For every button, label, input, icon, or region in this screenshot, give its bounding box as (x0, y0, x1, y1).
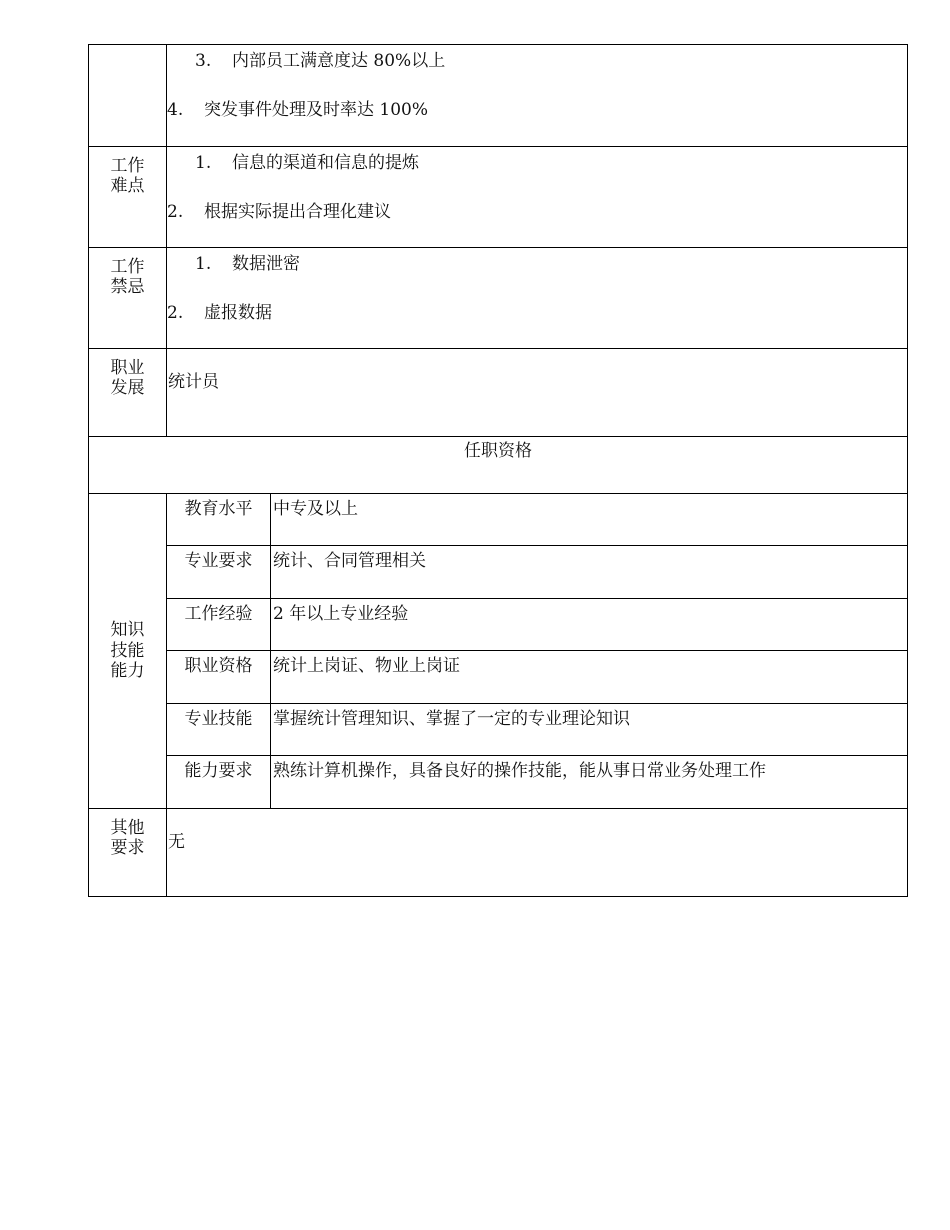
list-item: 2. 虚报数据 (167, 303, 272, 323)
goals-content (167, 45, 908, 147)
difficulties-content (167, 147, 908, 248)
other-value: 无 (167, 809, 908, 897)
experience-label: 工作经验 (167, 599, 271, 651)
qualification-row (89, 756, 908, 809)
knowledge-skills-label: 知识 技能 能力 (89, 494, 167, 809)
education-label: 教育水平 (167, 494, 271, 546)
major-label: 专业要求 (167, 546, 271, 599)
ability-label: 能力要求 (167, 756, 271, 809)
taboos-row (89, 248, 908, 349)
qualifications-title: 任职资格 (89, 437, 908, 494)
taboos-label: 工作 禁忌 (89, 248, 167, 349)
list-item: 2. 根据实际提出合理化建议 (167, 202, 391, 222)
skills-label: 专业技能 (167, 704, 271, 756)
difficulties-label: 工作 难点 (89, 147, 167, 248)
list-item: 3. 内部员工满意度达 80%以上 (195, 51, 446, 71)
goals-row (89, 45, 908, 147)
education-value: 中专及以上 (271, 494, 908, 546)
taboos-content (167, 248, 908, 349)
major-value: 统计、合同管理相关 (271, 546, 908, 599)
certification-label: 职业资格 (167, 651, 271, 704)
goals-label-cell (89, 45, 167, 147)
qualification-row (89, 651, 908, 704)
ability-value: 熟练计算机操作，具备良好的操作技能，能从事日常业务处理工作 (271, 756, 908, 809)
career-value: 统计员 (167, 349, 908, 437)
experience-value: 2 年以上专业经验 (271, 599, 908, 651)
qualification-row (89, 599, 908, 651)
list-item: 4. 突发事件处理及时率达 100% (167, 100, 429, 120)
career-label: 职业 发展 (89, 349, 167, 437)
list-item: 1. 数据泄密 (195, 254, 300, 274)
other-row (89, 809, 908, 897)
list-item: 1. 信息的渠道和信息的提炼 (195, 153, 419, 173)
qualification-row (89, 546, 908, 599)
difficulties-row (89, 147, 908, 248)
skills-value: 掌握统计管理知识、掌握了一定的专业理论知识 (271, 704, 908, 756)
job-description-table (88, 44, 908, 897)
other-label: 其他 要求 (89, 809, 167, 897)
qualification-row (89, 704, 908, 756)
qualifications-title-row (89, 437, 908, 494)
career-row (89, 349, 908, 437)
qualification-row (89, 494, 908, 546)
certification-value: 统计上岗证、物业上岗证 (271, 651, 908, 704)
